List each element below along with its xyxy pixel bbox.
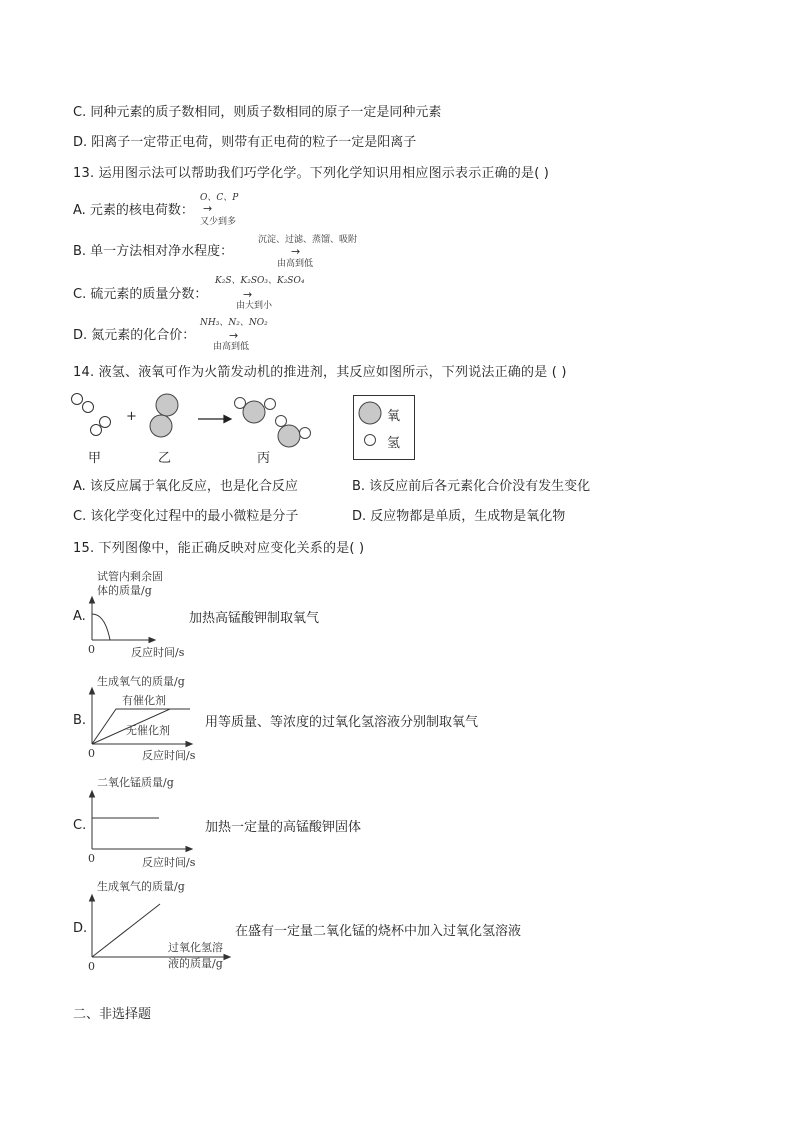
q13-option-a-top: O、C、P — [200, 193, 239, 203]
q15-option-b-desc: 用等质量、等浓度的过氧化氢溶液分别制取氧气 — [205, 715, 479, 730]
graph-b-ylabel: 生成氧气的质量/g — [97, 675, 185, 688]
graph-c-y-arrow — [90, 791, 95, 797]
q13-option-c-arrow: → — [243, 288, 253, 301]
q13-option-c-top: K₂S、K₂SO₃、K₂SO₄ — [215, 276, 305, 286]
label-jia: 甲 — [88, 451, 102, 466]
q13-option-a-arrow: → — [203, 202, 213, 215]
oxygen-atom — [278, 425, 300, 447]
graph-a-ylabel-1: 试管内剩余固 — [97, 570, 163, 583]
q14-stem: 14. 液氢、液氧可作为火箭发动机的推进剂，其反应如图所示，下列说法正确的是 ( ) — [73, 365, 567, 380]
graph-a-xlabel: 反应时间/s — [131, 646, 185, 659]
q13-option-d-label: D. 氮元素的化合价： — [73, 328, 196, 343]
graph-b-line-label-2: 无催化剂 — [126, 724, 170, 737]
q15-option-a-desc: 加热高锰酸钾制取氧气 — [189, 611, 320, 626]
graph-d-rising-line — [92, 904, 160, 957]
q13-option-b-bottom: 由高到低 — [277, 259, 314, 269]
graph-c-origin: 0 — [88, 852, 95, 865]
label-bing: 丙 — [257, 451, 271, 466]
label-yi: 乙 — [158, 451, 172, 466]
oxygen-atom — [243, 401, 265, 423]
q13-option-b-arrow: → — [291, 245, 301, 258]
graph-d-y-arrow — [90, 895, 95, 901]
graph-a-origin: 0 — [88, 643, 95, 656]
legend-box — [353, 395, 415, 460]
oxygen-atom — [150, 415, 172, 437]
graph-b-x-arrow — [186, 742, 192, 747]
q14-option-a: A. 该反应属于氧化反应，也是化合反应 — [73, 479, 298, 494]
q12-option-d: D. 阳离子一定带正电荷，则带有正电荷的粒子一定是阳离子 — [73, 135, 417, 150]
q15-option-d-desc: 在盛有一定量二氧化锰的烧杯中加入过氧化氢溶液 — [235, 924, 522, 939]
q13-option-b-label: B. 单一方法相对净水程度： — [73, 244, 234, 259]
q12-option-c: C. 同种元素的质子数相同，则质子数相同的原子一定是同种元素 — [73, 105, 442, 120]
graph-c-ylabel: 二氧化锰质量/g — [97, 776, 174, 789]
section-heading-non-choice: 二、非选择题 — [73, 1007, 152, 1022]
q13-option-c-label: C. 硫元素的质量分数： — [73, 287, 208, 302]
hydrogen-atom — [91, 425, 102, 436]
q15-stem: 15. 下列图像中，能正确反映对应变化关系的是( ) — [73, 541, 365, 556]
graph-a-y-arrow — [90, 597, 95, 603]
q14-option-c: C. 该化学变化过程中的最小微粒是分子 — [73, 509, 299, 524]
graph-b-y-arrow — [90, 688, 95, 694]
q14-option-b: B. 该反应前后各元素化合价没有发生变化 — [352, 479, 591, 494]
legend-oxygen-label: 氧 — [387, 409, 401, 424]
q13-option-d-arrow: → — [229, 329, 239, 342]
graph-a-curve — [92, 614, 110, 640]
q15-option-c-desc: 加热一定量的高锰酸钾固体 — [205, 820, 362, 835]
q13-option-b-top: 沉淀、过滤、蒸馏、吸附 — [258, 235, 358, 245]
hydrogen-atom — [276, 416, 287, 427]
q13-option-d-top: NH₃、N₂、NO₂ — [200, 318, 268, 328]
q15-option-a-label: A. — [73, 609, 86, 624]
hydrogen-atom — [265, 399, 276, 410]
graph-c-x-arrow — [186, 847, 192, 852]
graph-c-xlabel: 反应时间/s — [142, 856, 196, 869]
q13-option-a-label: A. 元素的核电荷数： — [73, 203, 194, 218]
hydrogen-atom — [72, 394, 83, 405]
reaction-arrow — [198, 416, 231, 423]
hydrogen-atom — [235, 398, 246, 409]
hydrogen-atom — [100, 417, 111, 428]
q13-option-a-bottom: 又少到多 — [200, 217, 237, 227]
molecule-yi — [150, 394, 178, 437]
q13-stem: 13. 运用图示法可以帮助我们巧学化学。下列化学知识用相应图示表示正确的是( ) — [73, 166, 550, 181]
graph-d-xlabel-2: 液的质量/g — [168, 957, 223, 970]
graph-a-ylabel-2: 体的质量/g — [97, 584, 152, 597]
q13-option-d-bottom: 由高到低 — [213, 342, 250, 352]
q13-option-c-bottom: 由大到小 — [236, 301, 273, 311]
graph-a-x-arrow — [149, 638, 155, 643]
oxygen-atom — [156, 394, 178, 416]
graph-d-xlabel-1: 过氧化氢溶 — [168, 941, 223, 954]
molecule-jia — [72, 394, 111, 436]
q15-option-c-label: C. — [73, 818, 87, 833]
graph-d-ylabel: 生成氧气的质量/g — [97, 880, 185, 893]
graph-b-xlabel: 反应时间/s — [142, 749, 196, 762]
legend-hydrogen-label: 氢 — [387, 436, 401, 451]
molecule-bing — [235, 398, 311, 448]
plus-sign: + — [126, 409, 137, 424]
graph-b-line-label-1: 有催化剂 — [122, 694, 166, 707]
q15-option-d-label: D. — [73, 921, 88, 936]
graph-d-x-arrow — [224, 955, 230, 960]
q15-option-b-label: B. — [73, 713, 87, 728]
graph-d-origin: 0 — [88, 960, 95, 973]
hydrogen-atom — [300, 428, 311, 439]
q14-option-d: D. 反应物都是单质，生成物是氧化物 — [352, 509, 566, 524]
hydrogen-atom — [83, 402, 94, 413]
graph-b-origin: 0 — [88, 747, 95, 760]
